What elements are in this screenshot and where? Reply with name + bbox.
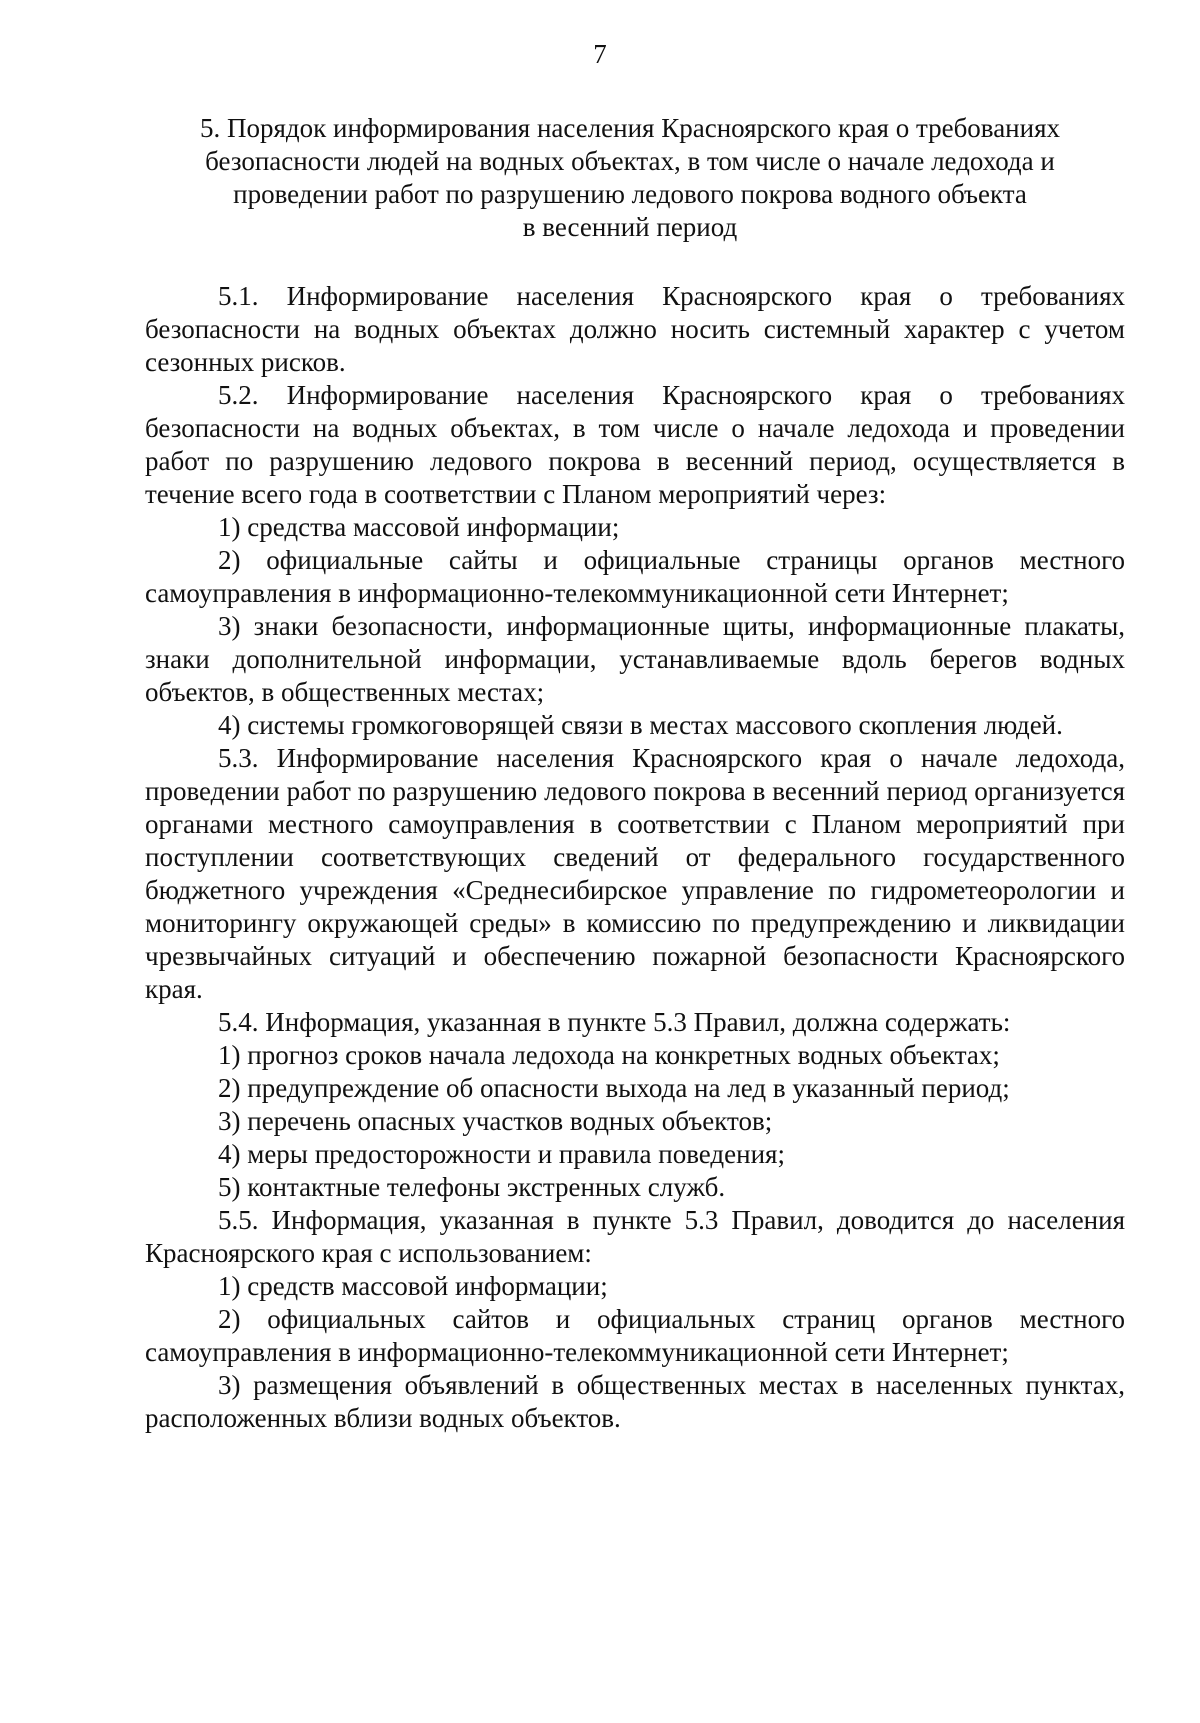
paragraph-5-1: 5.1. Информирование населения Красноярского края о требованиях безопасности на водных объектах должно носить системный характер с учетом сезонных рисков. [145, 281, 1125, 377]
list-item-5-4-3: 3) перечень опасных участков водных объектов; [218, 1106, 773, 1136]
heading-line-3: проведении работ по разрушению ледового покрова водного объекта [233, 179, 1027, 209]
list-item-5-5-2: 2) официальных сайтов и официальных страниц органов местного самоуправления в информационно-телекоммуникационной сети Интернет; [145, 1304, 1125, 1367]
heading-line-4: в весенний период [522, 212, 738, 242]
list-item-5-2-2: 2) официальные сайты и официальные страницы органов местного самоуправления в информационно-телекоммуникационной сети Интернет; [145, 545, 1125, 608]
list-item-5-4-4: 4) меры предосторожности и правила поведения; [218, 1139, 785, 1169]
paragraph-5-5-intro: 5.5. Информация, указанная в пункте 5.3 Правил, доводится до населения Красноярского края с использованием: [145, 1205, 1125, 1268]
list-item-5-4-2: 2) предупреждение об опасности выхода на лед в указанный период; [218, 1073, 1010, 1103]
list-item-5-4-1: 1) прогноз сроков начала ледохода на конкретных водных объектах; [218, 1040, 1000, 1070]
paragraph-5-3: 5.3. Информирование населения Красноярского края о начале ледохода, проведении работ по разрушению ледового покрова в весенний период организуется органами местного самоуправления в соответствии с Планом мероприятий при поступлении соответствующих сведений от федерального государственного бюджетного учреждения «Среднесибирское управление по гидрометеорологии и мониторингу окружающей среды» в комиссию по предупреждению и ликвидации чрезвычайных ситуаций и обеспечению пожарной безопасности Красноярского края. [145, 743, 1125, 1004]
list-item-5-5-1: 1) средств массовой информации; [218, 1271, 608, 1301]
list-item-5-5-3: 3) размещения объявлений в общественных местах в населенных пунктах, расположенных вблизи водных объектов. [145, 1370, 1125, 1433]
heading-line-1: 5. Порядок информирования населения Красноярского края о требованиях [199, 113, 1061, 143]
list-item-5-2-4: 4) системы громкоговорящей связи в местах массового скопления людей. [218, 710, 1063, 740]
paragraph-5-2-intro: 5.2. Информирование населения Красноярского края о требованиях безопасности на водных объектах, в том числе о начале ледохода и проведении работ по разрушению ледового покрова в весенний период, осуществляется в течение всего года в соответствии с Планом мероприятий через: [145, 380, 1125, 509]
list-item-5-2-3: 3) знаки безопасности, информационные щиты, информационные плакаты, знаки дополнительной информации, устанавливаемые вдоль берегов водных объектов, в общественных местах; [145, 611, 1125, 707]
heading-line-2: безопасности людей на водных объектах, в том числе о начале ледохода и [205, 146, 1055, 176]
section-heading [150, 112, 1110, 244]
paragraph-5-4-intro: 5.4. Информация, указанная в пункте 5.3 Правил, должна содержать: [218, 1007, 1011, 1037]
list-item-5-4-5: 5) контактные телефоны экстренных служб. [218, 1172, 726, 1202]
document-body [145, 280, 1125, 1435]
list-item-5-2-1: 1) средства массовой информации; [218, 512, 620, 542]
page-number: 7 [593, 39, 607, 69]
